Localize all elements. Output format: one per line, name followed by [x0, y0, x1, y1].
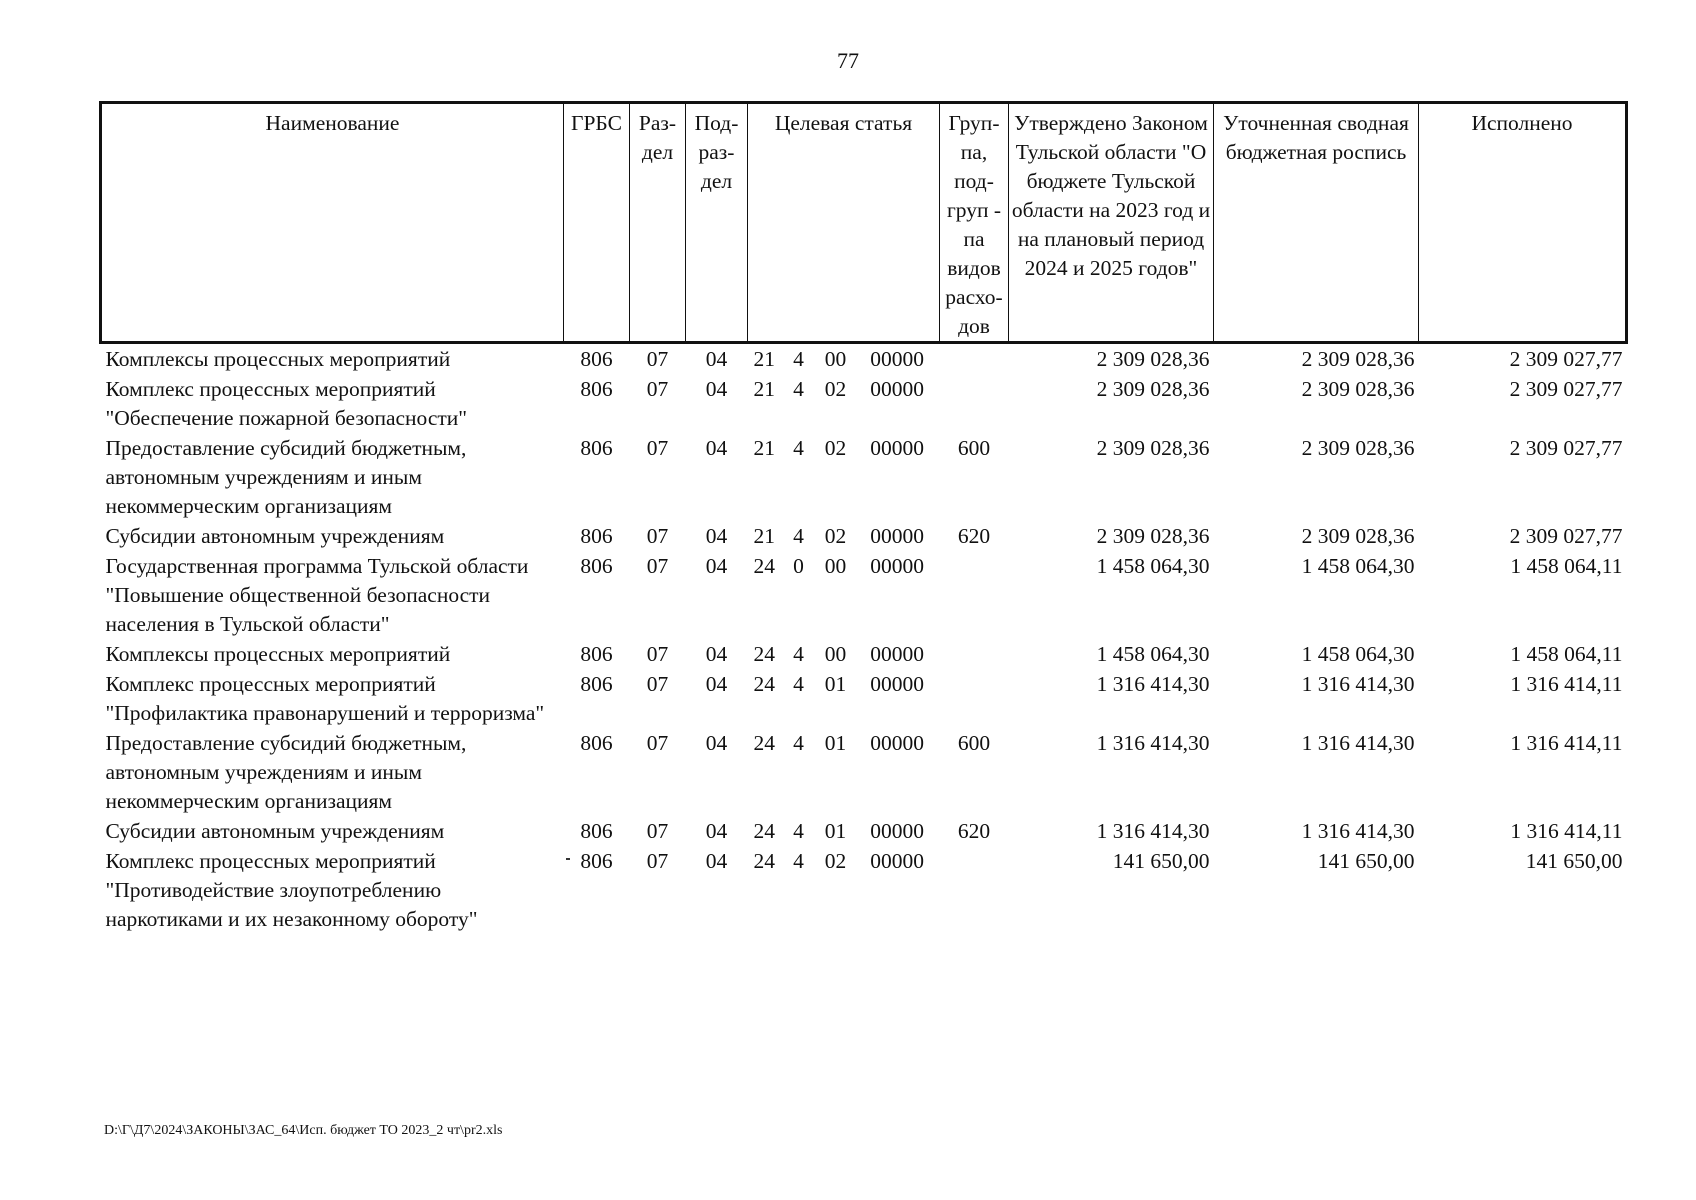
row-approved: 1 458 064,30: [1096, 554, 1210, 578]
table-row: [101, 374, 1627, 433]
row-name: Субсидии автономным учреждениям: [105, 819, 445, 843]
row-target-article: [748, 374, 940, 433]
csr-event: 01: [824, 731, 847, 755]
csr-direction: 00000: [870, 819, 924, 843]
row-approved: 2 309 028,36: [1096, 524, 1210, 548]
header-razdel: Раз- дел: [630, 103, 686, 343]
csr-direction: 00000: [870, 849, 924, 873]
row-approved: 141 650,00: [1112, 849, 1210, 873]
csr-event: 00: [824, 554, 847, 578]
row-refined: 1 316 414,30: [1301, 731, 1415, 755]
scan-dot-mark: [566, 858, 570, 860]
csr-event: 01: [824, 819, 847, 843]
csr-program: 24: [753, 731, 775, 755]
csr-subprogram: 4: [793, 436, 804, 460]
csr-subprogram: 4: [793, 347, 804, 371]
row-target-article: [748, 433, 940, 521]
row-name: Комплекс процессных мероприятий "Профилактика правонарушений и терроризма": [105, 672, 545, 725]
csr-direction: 00000: [870, 524, 924, 548]
header-podrazdel: Под- раз- дел: [686, 103, 748, 343]
csr-subprogram: 4: [793, 672, 804, 696]
header-target-article: Целевая статья: [748, 103, 940, 343]
row-grbs: 806: [580, 849, 613, 873]
table-header: [101, 103, 1627, 343]
csr-event: 02: [824, 849, 847, 873]
row-refined: 1 458 064,30: [1301, 642, 1415, 666]
row-podrazdel: 04: [705, 347, 728, 371]
row-name: Комплекс процессных мероприятий "Обеспечение пожарной безопасности": [105, 377, 468, 430]
row-podrazdel: 04: [705, 377, 728, 401]
csr-subprogram: 0: [793, 554, 804, 578]
row-target-article: [748, 343, 940, 375]
csr-program: 24: [753, 672, 775, 696]
row-approved: 1 316 414,30: [1096, 672, 1210, 696]
row-name: Комплекс процессных мероприятий "Противодействие злоупотреблению наркотиками и их незаконному обороту": [105, 849, 478, 931]
row-razdel: 07: [646, 819, 669, 843]
row-expense-group: 600: [957, 731, 991, 755]
csr-event: 02: [824, 436, 847, 460]
table-row: [101, 728, 1627, 816]
row-razdel: 07: [646, 347, 669, 371]
row-expense-group: 620: [957, 819, 991, 843]
row-podrazdel: 04: [705, 436, 728, 460]
row-target-article: [748, 728, 940, 816]
row-approved: 2 309 028,36: [1096, 436, 1210, 460]
header-approved: Утверждено Законом Тульской области "О бюджете Тульской области на 2023 год и на плановый период 2024 и 2025 годов": [1009, 103, 1214, 343]
row-podrazdel: 04: [705, 554, 728, 578]
row-target-article: [748, 669, 940, 728]
csr-direction: 00000: [870, 347, 924, 371]
row-expense-group: 620: [957, 524, 991, 548]
row-name: Предоставление субсидий бюджетным, автономным учреждениям и иным некоммерческим организациям: [105, 436, 467, 518]
header-executed: Исполнено: [1419, 103, 1627, 343]
row-refined: 2 309 028,36: [1301, 347, 1415, 371]
row-grbs: 806: [580, 642, 613, 666]
row-grbs: 806: [580, 731, 613, 755]
row-grbs: 806: [580, 554, 613, 578]
row-podrazdel: 04: [705, 731, 728, 755]
row-target-article: [748, 639, 940, 669]
row-razdel: 07: [646, 554, 669, 578]
row-grbs: 806: [580, 524, 613, 548]
csr-event: 02: [824, 524, 847, 548]
row-executed: 2 309 027,77: [1509, 436, 1623, 460]
row-refined: 2 309 028,36: [1301, 524, 1415, 548]
row-executed: 1 316 414,11: [1510, 731, 1623, 755]
row-razdel: 07: [646, 524, 669, 548]
row-executed: 1 458 064,11: [1510, 642, 1623, 666]
row-executed: 1 458 064,11: [1510, 554, 1623, 578]
row-executed: 1 316 414,11: [1510, 672, 1623, 696]
row-target-article: [748, 816, 940, 846]
budget-table: [99, 101, 1628, 934]
row-grbs: 806: [580, 672, 613, 696]
csr-subprogram: 4: [793, 524, 804, 548]
row-expense-group: [940, 639, 1009, 669]
header-name: Наименование: [101, 103, 564, 343]
row-podrazdel: 04: [705, 672, 728, 696]
table-row: [101, 816, 1627, 846]
csr-event: 00: [824, 642, 847, 666]
csr-program: 21: [753, 347, 775, 371]
csr-program: 24: [753, 642, 775, 666]
row-name: Государственная программа Тульской области "Повышение общественной безопасности населения в Тульской области": [105, 554, 529, 636]
row-expense-group: [940, 846, 1009, 934]
row-executed: 2 309 027,77: [1509, 377, 1623, 401]
row-approved: 2 309 028,36: [1096, 377, 1210, 401]
row-razdel: 07: [646, 642, 669, 666]
csr-program: 21: [753, 524, 775, 548]
csr-event: 02: [824, 377, 847, 401]
row-razdel: 07: [646, 672, 669, 696]
row-name: Комплексы процессных мероприятий: [105, 347, 451, 371]
row-podrazdel: 04: [705, 642, 728, 666]
csr-subprogram: 4: [793, 642, 804, 666]
row-name: Предоставление субсидий бюджетным, автономным учреждениям и иным некоммерческим организациям: [105, 731, 467, 813]
csr-program: 24: [753, 554, 775, 578]
table-body: [101, 343, 1627, 935]
row-expense-group: [940, 551, 1009, 639]
row-approved: 1 458 064,30: [1096, 642, 1210, 666]
row-grbs: 806: [580, 436, 613, 460]
row-expense-group: [940, 343, 1009, 375]
csr-subprogram: 4: [793, 849, 804, 873]
row-grbs: 806: [580, 377, 613, 401]
row-razdel: 07: [646, 849, 669, 873]
row-approved: 1 316 414,30: [1096, 819, 1210, 843]
row-podrazdel: 04: [705, 819, 728, 843]
row-refined: 2 309 028,36: [1301, 377, 1415, 401]
csr-subprogram: 4: [793, 731, 804, 755]
row-podrazdel: 04: [705, 524, 728, 548]
row-refined: 2 309 028,36: [1301, 436, 1415, 460]
csr-subprogram: 4: [793, 377, 804, 401]
table-row: [101, 521, 1627, 551]
csr-program: 24: [753, 819, 775, 843]
table-row: [101, 551, 1627, 639]
table-row: [101, 846, 1627, 934]
csr-event: 00: [824, 347, 847, 371]
row-expense-group: [940, 669, 1009, 728]
row-podrazdel: 04: [705, 849, 728, 873]
row-executed: 141 650,00: [1525, 849, 1623, 873]
row-target-article: [748, 551, 940, 639]
row-razdel: 07: [646, 731, 669, 755]
row-executed: 1 316 414,11: [1510, 819, 1623, 843]
page-number: 77: [837, 48, 859, 73]
table-row: [101, 669, 1627, 728]
row-target-article: [748, 521, 940, 551]
csr-direction: 00000: [870, 377, 924, 401]
table-row: [101, 639, 1627, 669]
row-razdel: 07: [646, 436, 669, 460]
row-grbs: 806: [580, 819, 613, 843]
header-refined: Уточненная сводная бюджетная роспись: [1214, 103, 1419, 343]
csr-direction: 00000: [870, 554, 924, 578]
header-grbs: ГРБС: [564, 103, 630, 343]
csr-event: 01: [824, 672, 847, 696]
csr-program: 21: [753, 377, 775, 401]
csr-program: 21: [753, 436, 775, 460]
csr-subprogram: 4: [793, 819, 804, 843]
csr-program: 24: [753, 849, 775, 873]
row-refined: 1 316 414,30: [1301, 672, 1415, 696]
row-executed: 2 309 027,77: [1509, 524, 1623, 548]
row-approved: 1 316 414,30: [1096, 731, 1210, 755]
csr-direction: 00000: [870, 436, 924, 460]
footer-file-path: D:\Г\Д7\2024\ЗАКОНЫ\ЗАС_64\Исп. бюджет ТО 2023_2 чт\pr2.xls: [104, 1123, 503, 1138]
csr-direction: 00000: [870, 672, 924, 696]
row-refined: 141 650,00: [1317, 849, 1415, 873]
row-executed: 2 309 027,77: [1509, 347, 1623, 371]
row-expense-group: [940, 374, 1009, 433]
header-expense-group: Груп- па, под- груп - па видов расхо- дов: [940, 103, 1009, 343]
table-row: [101, 433, 1627, 521]
csr-direction: 00000: [870, 642, 924, 666]
row-razdel: 07: [646, 377, 669, 401]
row-target-article: [748, 846, 940, 934]
row-refined: 1 316 414,30: [1301, 819, 1415, 843]
row-approved: 2 309 028,36: [1096, 347, 1210, 371]
table-row: [101, 343, 1627, 375]
row-refined: 1 458 064,30: [1301, 554, 1415, 578]
row-name: Комплексы процессных мероприятий: [105, 642, 451, 666]
csr-direction: 00000: [870, 731, 924, 755]
row-name: Субсидии автономным учреждениям: [105, 524, 445, 548]
row-grbs: 806: [580, 347, 613, 371]
row-expense-group: 600: [957, 436, 991, 460]
